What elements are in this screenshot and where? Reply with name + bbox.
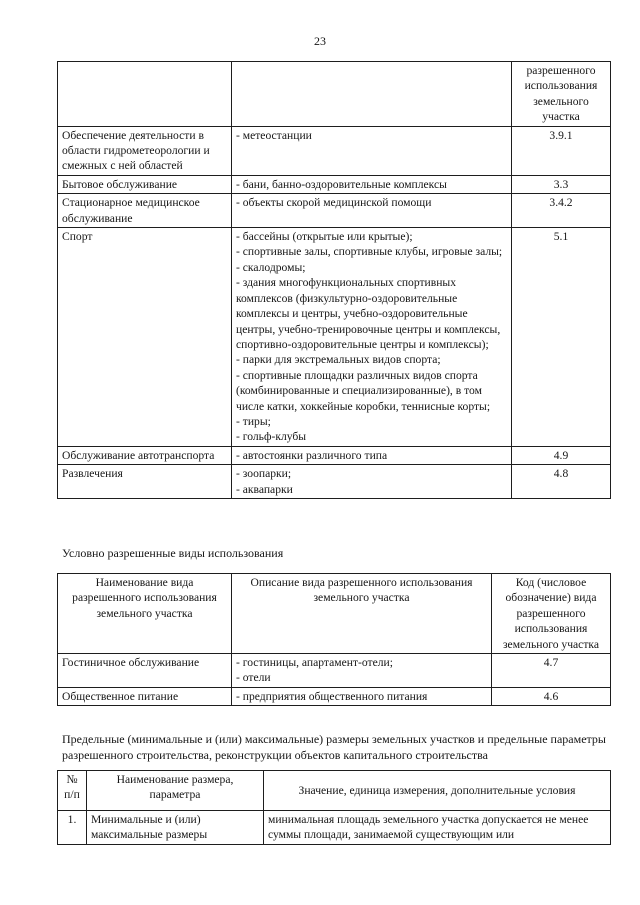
table-header-row bbox=[58, 574, 611, 654]
header-cell-name bbox=[58, 62, 232, 127]
description-item: - отели bbox=[236, 671, 271, 685]
use-code: 4.6 bbox=[492, 687, 611, 705]
use-code: 4.9 bbox=[512, 446, 611, 464]
table-row bbox=[58, 175, 611, 193]
description-item: - бани, банно-оздоровительные комплексы bbox=[236, 177, 447, 191]
description-item: - спортивные залы, спортивные клубы, игровые залы; bbox=[236, 245, 503, 259]
use-description bbox=[232, 126, 512, 175]
use-name: Спорт bbox=[58, 228, 232, 447]
parameter-name: Минимальные и (или) максимальные размеры bbox=[87, 811, 264, 845]
description-item: - объекты скорой медицинской помощи bbox=[236, 196, 432, 210]
permitted-uses-table bbox=[57, 61, 611, 499]
header-cell-description: Описание вида разрешенного использования земельного участка bbox=[232, 574, 492, 654]
description-item: - аквапарки bbox=[236, 482, 293, 496]
header-cell-code: разрешенного использования земельного участка bbox=[512, 62, 611, 127]
table-row bbox=[58, 228, 611, 447]
table-row bbox=[58, 126, 611, 175]
table-row bbox=[58, 465, 611, 499]
description-item: - предприятия общественного питания bbox=[236, 689, 428, 703]
description-item: - метеостанции bbox=[236, 128, 312, 142]
table-row bbox=[58, 687, 611, 705]
limits-paragraph: Предельные (минимальные и (или) максимальные) размеры земельных участков и предельные параметры разрешенного строительства, реконструкции объектов капитального строительства bbox=[62, 732, 606, 762]
use-name: Общественное питание bbox=[58, 687, 232, 705]
use-description bbox=[232, 194, 512, 228]
use-code: 3.9.1 bbox=[512, 126, 611, 175]
header-cell-value: Значение, единица измерения, дополнительные условия bbox=[264, 771, 611, 811]
use-description bbox=[232, 654, 492, 688]
header-cell-code: Код (числовое обозначение) вида разрешенного использования земельного участка bbox=[492, 574, 611, 654]
table-header-row bbox=[58, 62, 611, 127]
description-item: - спортивные площадки различных видов спорта (комбинированные и специализированные), в том числе катки, хоккейные коробки, теннисные корты; bbox=[236, 368, 491, 413]
use-description bbox=[232, 228, 512, 447]
limits-table bbox=[57, 770, 611, 845]
use-name: Обслуживание автотранспорта bbox=[58, 446, 232, 464]
conditional-uses-title: Условно разрешенные виды использования bbox=[62, 546, 284, 560]
description-item: - здания многофункциональных спортивных комплексов (физкультурно-оздоровительные комплексы и центры, учебно-оздоровительные центры, учебно-тренировочные центры и комплексы, спортивно-оздоровительные центры и комплексы); bbox=[236, 276, 501, 351]
table-row bbox=[58, 446, 611, 464]
description-item: - тиры; bbox=[236, 414, 271, 428]
use-description bbox=[232, 175, 512, 193]
row-number: 1. bbox=[58, 811, 87, 845]
conditional-uses-table bbox=[57, 573, 611, 706]
description-item: - гостиницы, апартамент-отели; bbox=[236, 656, 393, 670]
description-item: - скалодромы; bbox=[236, 260, 306, 274]
use-name: Бытовое обслуживание bbox=[58, 175, 232, 193]
table-header-row bbox=[58, 771, 611, 811]
header-cell-description bbox=[232, 62, 512, 127]
use-code: 4.7 bbox=[492, 654, 611, 688]
description-item: - зоопарки; bbox=[236, 467, 292, 481]
use-code: 3.3 bbox=[512, 175, 611, 193]
parameter-value: минимальная площадь земельного участка допускается не менее суммы площади, занимаемой существующим или bbox=[264, 811, 611, 845]
use-code: 5.1 bbox=[512, 228, 611, 447]
description-item: - гольф-клубы bbox=[236, 430, 307, 444]
use-description bbox=[232, 446, 512, 464]
table-row bbox=[58, 811, 611, 845]
header-cell-number: № п/п bbox=[58, 771, 87, 811]
table-row bbox=[58, 654, 611, 688]
use-code: 3.4.2 bbox=[512, 194, 611, 228]
use-name: Стационарное медицинское обслуживание bbox=[58, 194, 232, 228]
use-code: 4.8 bbox=[512, 465, 611, 499]
header-cell-parameter: Наименование размера, параметра bbox=[87, 771, 264, 811]
table-row bbox=[58, 194, 611, 228]
use-name: Гостиничное обслуживание bbox=[58, 654, 232, 688]
page-number: 23 bbox=[314, 34, 326, 48]
description-item: - автостоянки различного типа bbox=[236, 448, 388, 462]
use-description bbox=[232, 465, 512, 499]
use-name: Развлечения bbox=[58, 465, 232, 499]
use-description bbox=[232, 687, 492, 705]
description-item: - бассейны (открытые или крытые); bbox=[236, 230, 413, 244]
use-name: Обеспечение деятельности в области гидрометеорологии и смежных с ней областей bbox=[58, 126, 232, 175]
description-item: - парки для экстремальных видов спорта; bbox=[236, 353, 441, 367]
header-cell-name: Наименование вида разрешенного использования земельного участка bbox=[58, 574, 232, 654]
